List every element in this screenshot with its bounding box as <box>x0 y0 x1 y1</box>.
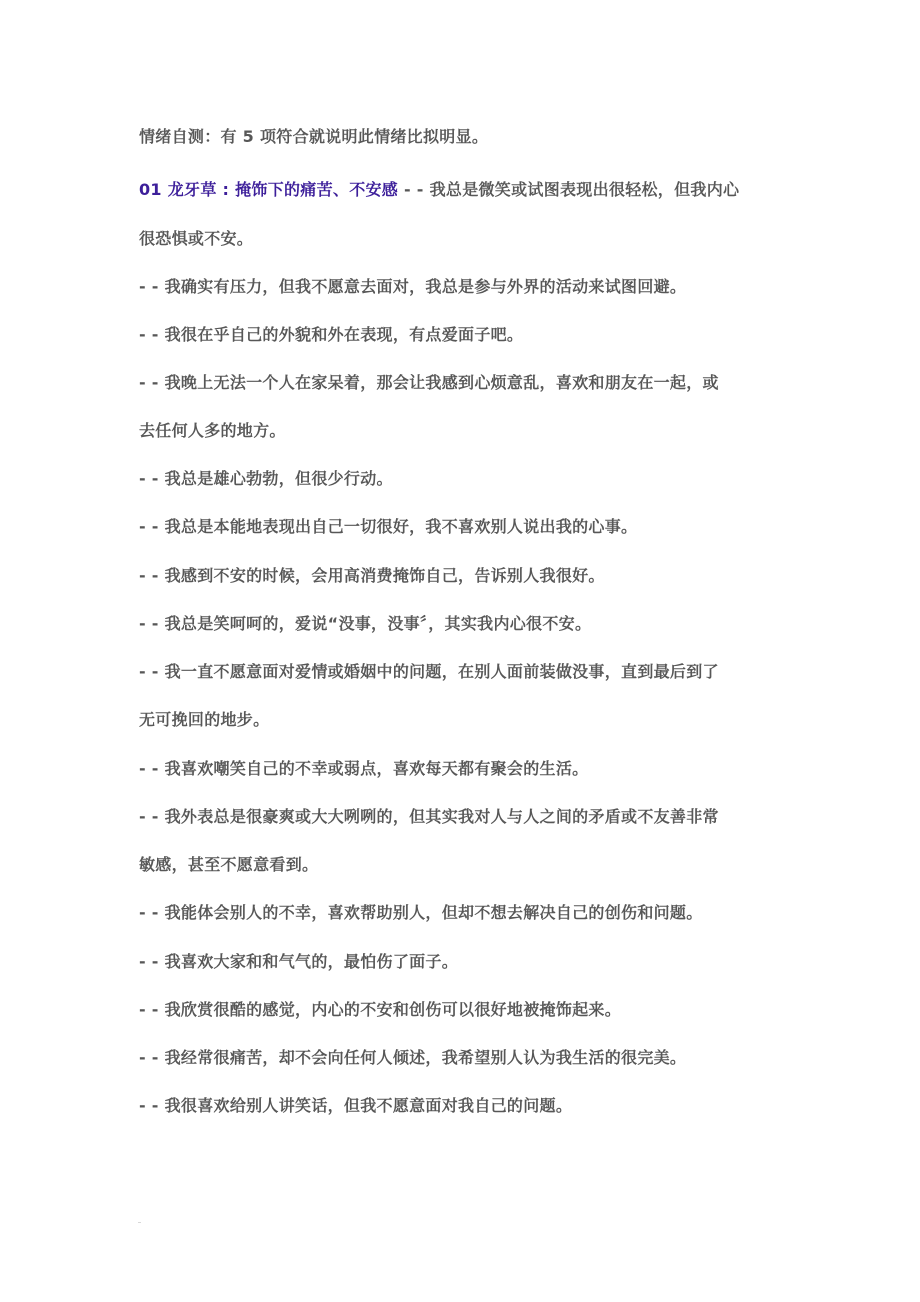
list-item: - - 我确实有压力，但我不愿意去面对，我总是参与外界的活动来试图回避。 <box>139 277 687 296</box>
list-item: - - 我总是笑呵呵的，爱说“没事，没事〞，其实我内心很不安。 <box>139 614 592 633</box>
footer-mark <box>138 1222 141 1223</box>
first-item-continuation: 很恐惧或不安。 <box>139 229 254 248</box>
list-item: - - 我外表总是很豪爽或大大咧咧的，但其实我对人与人之间的矛盾或不友善非常 <box>139 807 719 826</box>
section-title: 龙牙草 : 掩饰下的痛苦、不安感 <box>167 180 399 199</box>
intro-text: 情绪自测：有 5 项符合就说明此情绪比拟明显。 <box>139 127 489 146</box>
section-number: 01 <box>139 180 162 199</box>
list-item: - - 我总是雄心勃勃，但很少行动。 <box>139 469 393 488</box>
list-item: - - 我很在乎自己的外貌和外在表现，有点爱面子吧。 <box>139 325 524 344</box>
list-item-continuation: 敏感，甚至不愿意看到。 <box>139 855 319 874</box>
first-item-text: - - 我总是微笑或试图表现出很轻松，但我内心 <box>403 180 740 199</box>
list-item: - - 我经常很痛苦，却不会向任何人倾述，我希望别人认为我生活的很完美。 <box>139 1048 687 1067</box>
list-item: - - 我能体会别人的不幸，喜欢帮助别人，但却不想去解决自己的创伤和问题。 <box>139 903 703 922</box>
list-item: - - 我欣赏很酷的感觉，内心的不安和创伤可以很好地被掩饰起来。 <box>139 1000 622 1019</box>
list-item-continuation: 去任何人多的地方。 <box>139 421 286 440</box>
list-item: - - 我感到不安的时候，会用高消费掩饰自己，告诉别人我很好。 <box>139 566 605 585</box>
list-item: - - 我一直不愿意面对爱情或婚姻中的问题，在别人面前装做没事，直到最后到了 <box>139 662 719 681</box>
section-heading-line <box>139 177 799 203</box>
list-item: - - 我喜欢大家和和气气的，最怕伤了面子。 <box>139 952 459 971</box>
list-item: - - 我喜欢嘲笑自己的不幸或弱点，喜欢每天都有聚会的生活。 <box>139 759 589 778</box>
list-item: - - 我总是本能地表现出自己一切很好，我不喜欢别人说出我的心事。 <box>139 517 638 536</box>
list-item: - - 我很喜欢给别人讲笑话，但我不愿意面对我自己的问题。 <box>139 1096 573 1115</box>
list-item: - - 我晚上无法一个人在家呆着，那会让我感到心烦意乱，喜欢和朋友在一起，或 <box>139 373 719 392</box>
list-item-continuation: 无可挽回的地步。 <box>139 710 270 729</box>
